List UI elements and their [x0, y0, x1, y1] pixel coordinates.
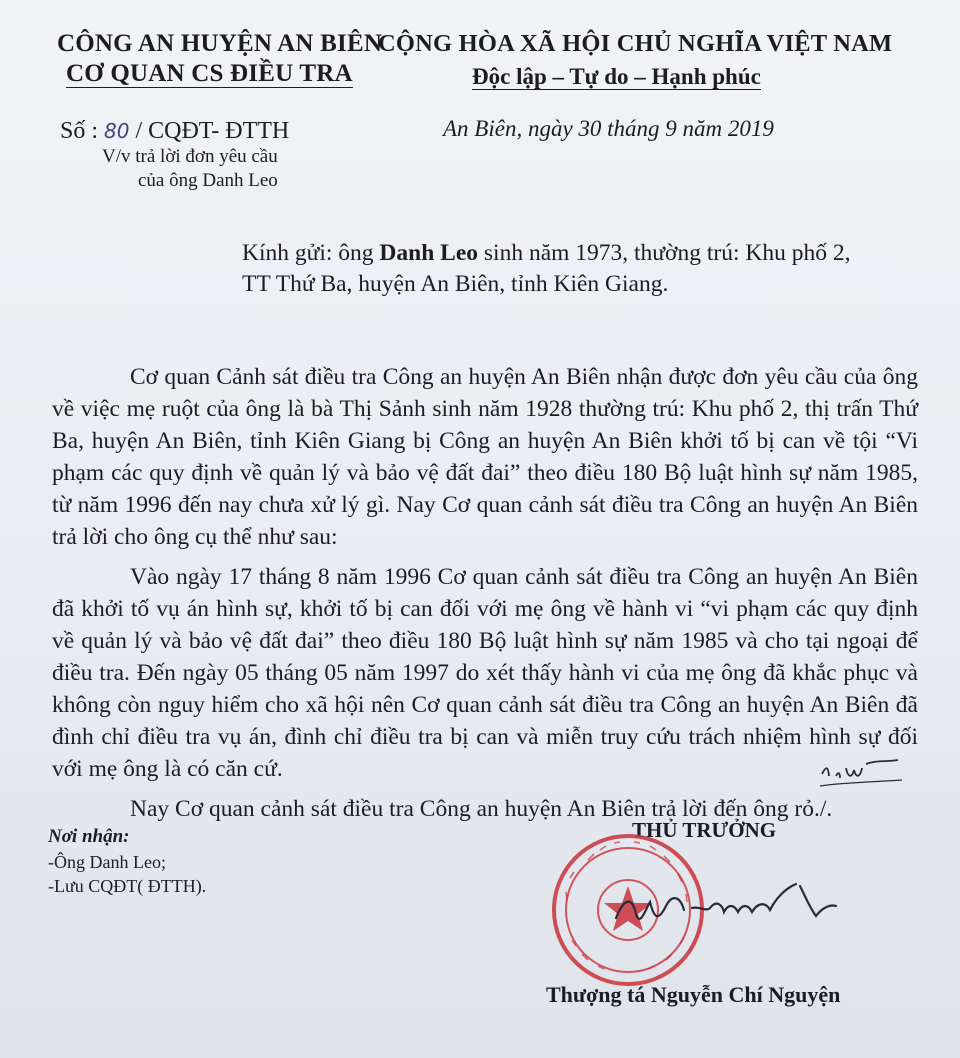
document-number-code: / CQĐT- ĐTTH — [135, 118, 290, 144]
agency-name: CÔNG AN HUYỆN AN BIÊN — [57, 30, 383, 57]
nation-title: CỘNG HÒA XÃ HỘI CHỦ NGHĨA VIỆT NAM — [378, 30, 893, 57]
place-date: An Biên, ngày 30 tháng 9 năm 2019 — [443, 116, 774, 141]
addressee-rest: sinh năm 1973, thường trú: Khu phố 2, — [478, 240, 851, 266]
document-number — [60, 118, 289, 145]
body-paragraph-3: Nay Cơ quan cảnh sát điều tra Công an huyện An Biên trả lời đến ông rỏ./. — [130, 796, 833, 822]
letter-body — [52, 361, 918, 825]
addressee-name: Danh Leo — [379, 240, 479, 266]
recipients-title: Nơi nhận: — [48, 826, 130, 847]
body-paragraph-1: Cơ quan Cảnh sát điều tra Công an huyện An Biên nhận được đơn yêu cầu của ông về việc mẹ ruột của ông là bà Thị Sảnh sinh năm 1928 thường trú: Khu phố 2, thị trấn Thứ Ba, huyện An Biên, tỉnh Kiên Giang bị Công an huyện An Biên khởi tố bị can về tội “Vi phạm các quy định về quản lý và bảo vệ đất đai” theo điều 180 Bộ luật hình sự năm 1985, từ năm 1996 đến nay chưa xử lý gì. Nay Cơ quan cảnh sát điều tra Công an huyện An Biên trả lời cho ông cụ thể như sau: — [52, 364, 918, 550]
agency-department — [66, 60, 353, 88]
agency-department-text: CƠ QUAN CS ĐIỀU TRA — [66, 60, 353, 87]
handwritten-initials-icon — [816, 752, 906, 790]
document-number-handwritten: 80 — [104, 119, 130, 143]
addressee-prefix: Kính gửi: ông — [242, 240, 380, 266]
signer-name: Thượng tá Nguyễn Chí Nguyện — [546, 982, 841, 1007]
nation-motto-text: Độc lập – Tự do – Hạnh phúc — [472, 64, 761, 89]
addressee-line-2: TT Thứ Ba, huyện An Biên, tỉnh Kiên Giang. — [242, 271, 669, 297]
signature-title: THỦ TRƯỞNG — [632, 818, 777, 842]
recipient-item: -Lưu CQĐT( ĐTTH). — [48, 876, 207, 896]
document-number-prefix: Số : — [60, 118, 99, 144]
signature-icon — [610, 878, 840, 938]
addressee-line-1 — [242, 240, 850, 267]
subject-line-1: V/v trả lời đơn yêu cầu — [102, 146, 278, 167]
subject-line-2: của ông Danh Leo — [138, 170, 278, 191]
recipient-item: -Ông Danh Leo; — [48, 852, 166, 872]
nation-motto — [472, 64, 761, 90]
body-paragraph-2: Vào ngày 17 tháng 8 năm 1996 Cơ quan cảnh sát điều tra Công an huyện An Biên đã khởi tố vụ án hình sự, khởi tố bị can đối với mẹ ông về hành vi “vi phạm các quy định về quản lý và bảo vệ đất đai” theo điều 180 Bộ luật hình sự năm 1985 và cho tại ngoại để điều tra. Đến ngày 05 tháng 05 năm 1997 do xét thấy hành vi của mẹ ông đã khắc phục và không còn nguy hiểm cho xã hội nên Cơ quan cảnh sát điều tra Công an huyện An Biên đã đình chỉ điều tra vụ án, đình chỉ điều tra bị can và miễn truy cứu trách nhiệm hình sự đối với mẹ ông là có căn cứ. — [52, 564, 918, 782]
